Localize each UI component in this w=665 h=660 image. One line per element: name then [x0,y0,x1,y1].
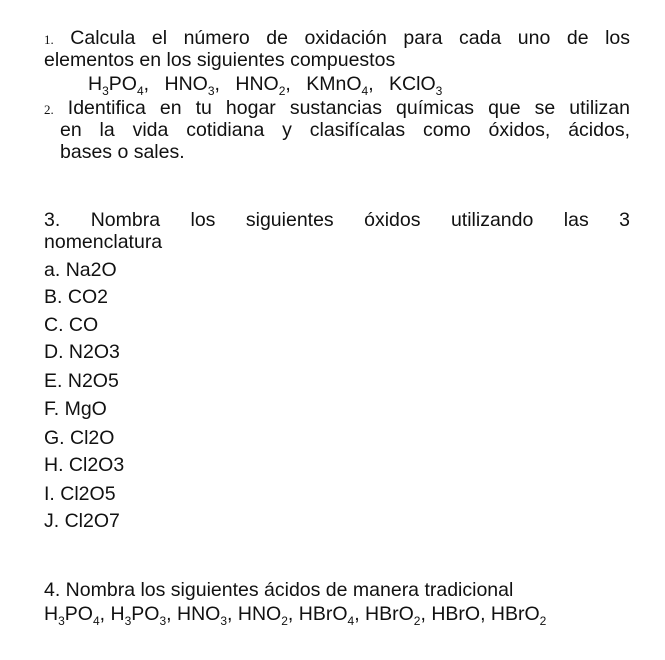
formula: $H_3PO_4$, [44,603,106,628]
oxide-formula: Cl2O5 [60,483,116,505]
oxide-formula: Cl2O3 [68,454,125,476]
oxide-item [44,314,98,336]
oxide-item [44,341,120,363]
question-3 [44,209,630,253]
oxide-formula: N2O5 [67,370,119,392]
oxide-label: G. [44,427,65,449]
oxide-formula: Cl2O [70,427,115,449]
oxide-label: B. [44,286,63,308]
formula: HBrO$_4$, [298,603,360,628]
oxide-formula: CO2 [67,286,108,308]
question-2 [44,97,630,163]
question-2-line-3: bases o sales. [60,141,185,163]
question-2-line-1 [44,97,630,119]
formula: KMnO$_4$, [306,73,374,98]
question-1 [44,27,630,98]
oxide-formula: Na2O [65,259,117,281]
formula: $HNO_3$, [164,73,220,98]
oxide-item [44,510,120,532]
formula: HBrO, [431,603,486,625]
formula: $HNO_2$, [237,603,294,628]
oxide-formula: Cl2O7 [64,510,120,532]
oxide-label: E. [44,370,63,392]
oxide-label: F. [44,398,60,420]
question-2-line-2: en la vida cotidiana y clasifícalas como óxidos, ácidos, [60,119,630,141]
oxide-label: H. [44,454,64,476]
oxide-item [44,398,107,420]
question-1-formulas [44,73,630,98]
question-1-line-2: elementos en los siguientes compuestos [44,49,396,71]
formula: $H_3PO_4$, [88,73,150,98]
oxide-item [44,427,114,449]
question-4-line-1: 4. Nombra los siguientes ácidos de manera tradicional [44,579,514,601]
oxide-item [44,454,124,476]
oxide-label: C. [44,314,64,336]
oxide-label: I. [44,483,61,505]
question-1-line-1 [44,27,630,49]
formula: HBrO$_2$, [365,603,426,628]
question-1-number: 1. [44,32,54,47]
question-3-line-2: nomenclatura [44,231,163,253]
oxide-formula: N2O3 [68,341,120,363]
formula: $H_3PO_3$, [110,603,172,628]
formula: KClO$_3$ [389,73,443,98]
question-3-line-1: 3. Nombra los siguientes óxidos utilizando las 3 [44,209,630,231]
oxide-label: J. [44,510,60,532]
oxide-formula: MgO [64,398,107,420]
oxide-label: a. [44,259,61,281]
question-2-number: 2. [44,102,54,117]
oxide-item [44,259,117,281]
oxide-label: D. [44,341,64,363]
question-4 [44,579,630,628]
oxide-item [44,286,108,308]
oxide-item [44,370,119,392]
formula: HBrO$_2$ [490,603,547,628]
question-2-text: Identifica en tu hogar sustancias químicas que se utilizan [67,97,630,119]
question-4-formulas [44,603,630,628]
question-1-text: Calcula el número de oxidación para cada uno de los [70,27,630,49]
formula: $HNO_3$, [177,603,233,628]
oxide-formula: CO [68,314,99,336]
formula: $HNO_2$, [235,73,291,98]
oxide-item [44,483,116,505]
